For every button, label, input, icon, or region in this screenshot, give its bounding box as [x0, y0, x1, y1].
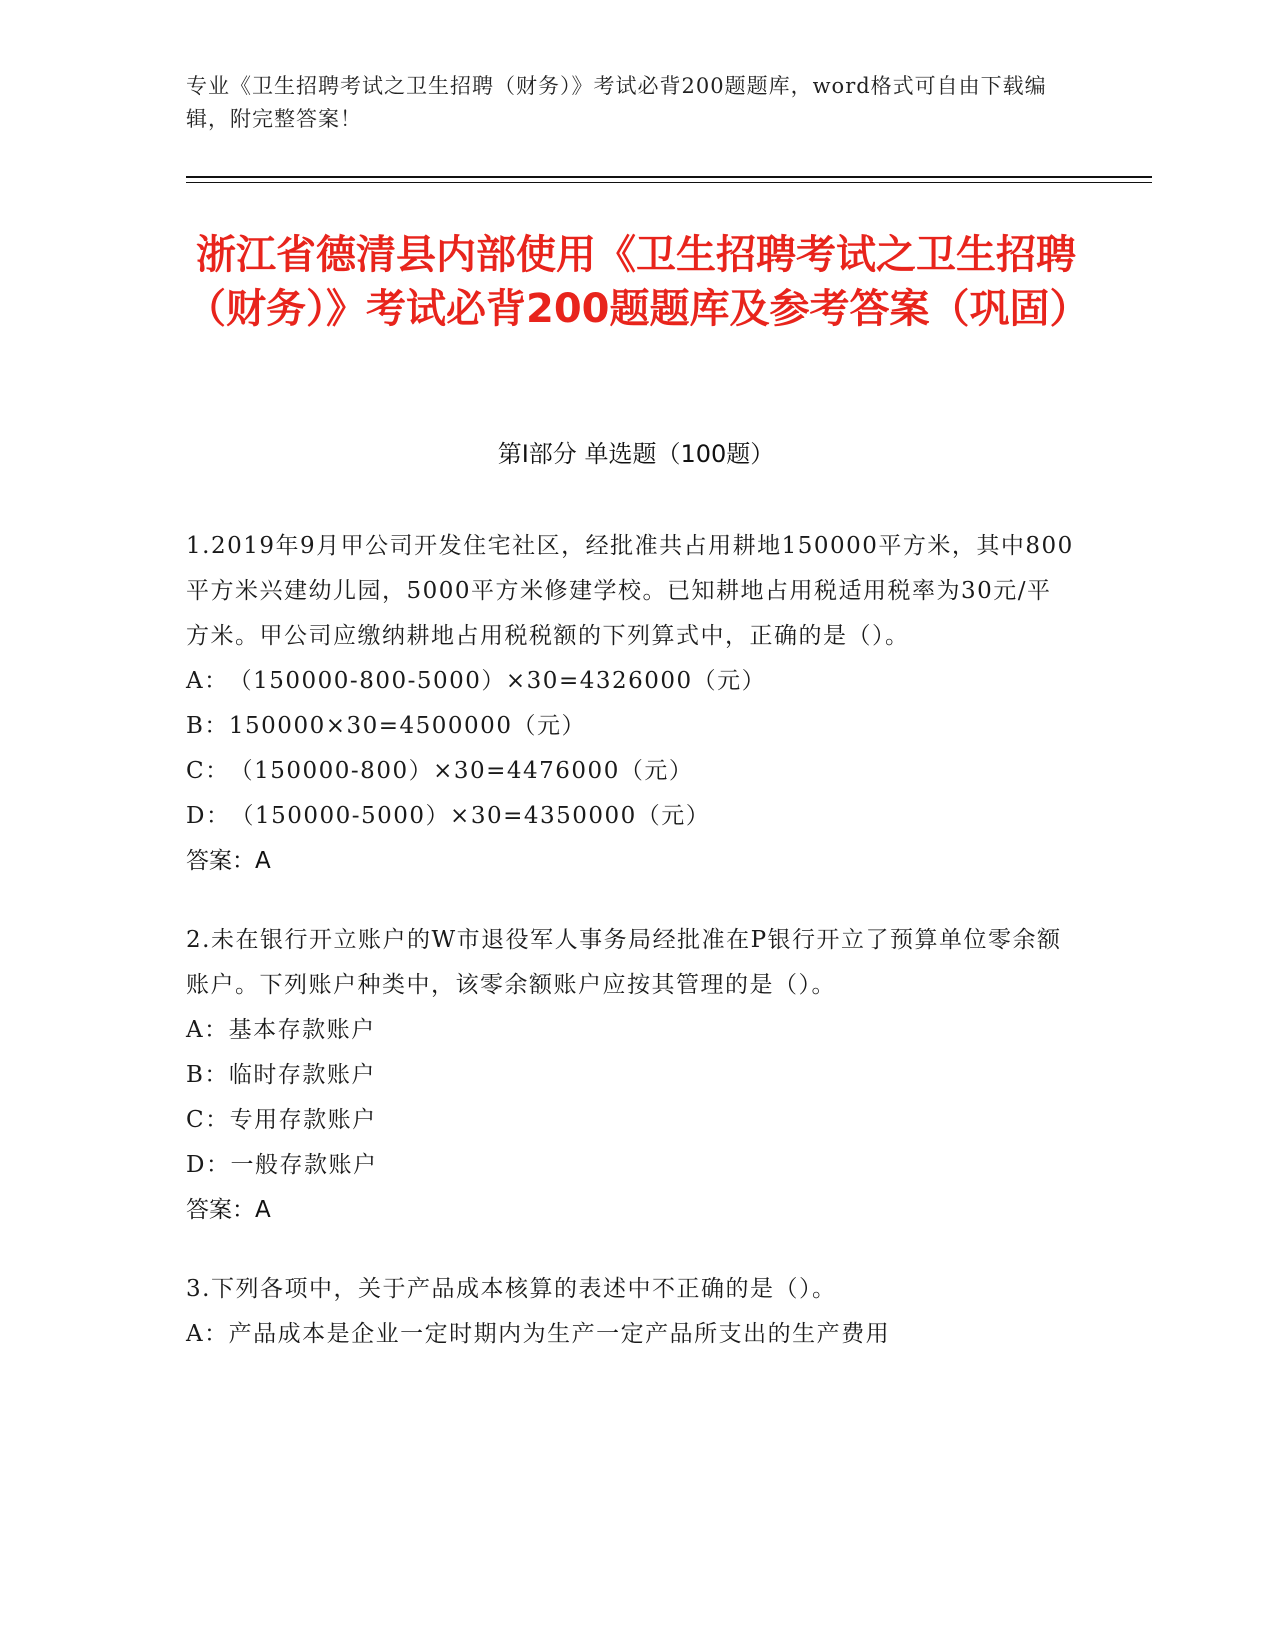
- option-text: 产品成本是企业一定时期内为生产一定产品所支出的生产费用: [228, 1321, 891, 1347]
- option-b: [186, 1053, 1076, 1098]
- answer-line: 答案：A: [186, 848, 271, 874]
- option-text: 基本存款账户: [228, 1017, 376, 1043]
- header-note: 专业《卫生招聘考试之卫生招聘（财务）》考试必背200题题库，word格式可自由下载编辑，附完整答案！: [186, 74, 1047, 131]
- option-text: 临时存款账户: [228, 1062, 376, 1088]
- option-a: [186, 659, 1076, 704]
- option-key: A：: [186, 668, 229, 694]
- option-key: B：: [186, 1062, 229, 1088]
- option-c: [186, 749, 1076, 794]
- option-a: [186, 1312, 1076, 1357]
- question-2: [186, 918, 1076, 1233]
- option-text: （150000-800-5000）×30=4326000（元）: [228, 668, 767, 694]
- header-rule-thick: [186, 176, 1152, 178]
- option-a: [186, 1008, 1076, 1053]
- option-text: （150000-800）×30=4476000（元）: [229, 758, 694, 784]
- option-key: C：: [186, 1107, 230, 1133]
- option-key: D：: [186, 1152, 231, 1178]
- question-stem: 2.未在银行开立账户的W市退役军人事务局经批准在P银行开立了预算单位零余额账户。下列账户种类中，该零余额账户应按其管理的是（）。: [186, 927, 1062, 998]
- option-key: C：: [186, 758, 230, 784]
- option-text: （150000-5000）×30=4350000（元）: [230, 803, 711, 829]
- option-key: A：: [186, 1017, 229, 1043]
- question-1: [186, 524, 1076, 884]
- option-d: [186, 1143, 1076, 1188]
- option-text: 一般存款账户: [230, 1152, 378, 1178]
- option-d: [186, 794, 1076, 839]
- question-list: [186, 524, 1076, 1391]
- question-3: [186, 1267, 1076, 1357]
- option-key: B：: [186, 713, 229, 739]
- document-title: 浙江省德清县内部使用《卫生招聘考试之卫生招聘（财务）》考试必背200题题库及参考答案（巩固）: [186, 232, 1090, 332]
- option-text: 专用存款账户: [229, 1107, 377, 1133]
- option-key: D：: [186, 803, 231, 829]
- question-stem: 3.下列各项中，关于产品成本核算的表述中不正确的是（）。: [186, 1276, 837, 1302]
- option-key: A：: [186, 1321, 229, 1347]
- section-title: 第I部分 单选题（100题）: [497, 440, 775, 468]
- answer-line: 答案：A: [186, 1197, 271, 1223]
- option-c: [186, 1098, 1076, 1143]
- option-text: 150000×30=4500000（元）: [228, 713, 586, 739]
- header-rule-thin: [186, 182, 1152, 183]
- question-stem: 1.2019年9月甲公司开发住宅社区，经批准共占用耕地150000平方米，其中800平方米兴建幼儿园，5000平方米修建学校。已知耕地占用税适用税率为30元/平方米。甲公司应缴纳耕地占用税税额的下列算式中，正确的是（）。: [186, 533, 1074, 649]
- option-b: [186, 704, 1076, 749]
